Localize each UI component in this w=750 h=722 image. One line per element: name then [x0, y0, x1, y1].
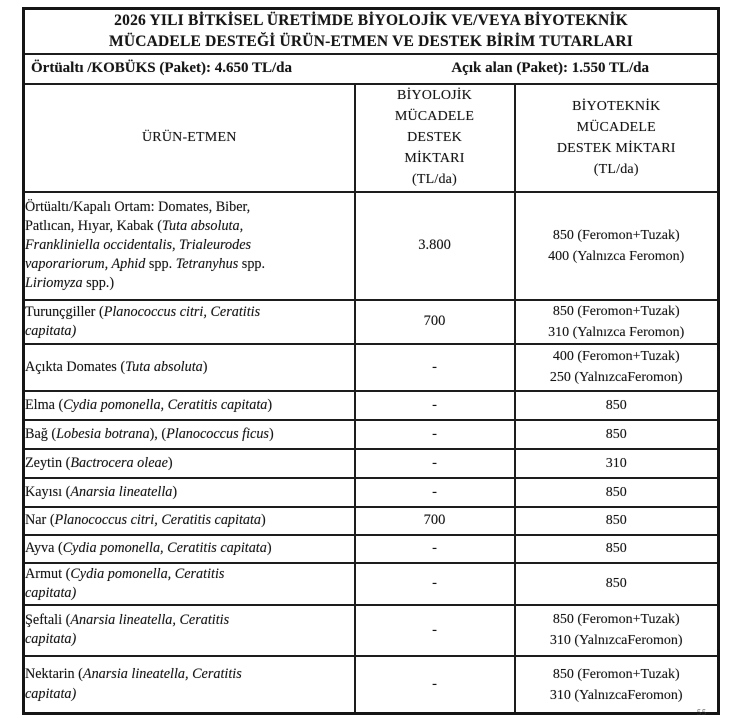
bio-column-header	[355, 84, 515, 192]
amount-line: 400 (Feromon+Tuzak)	[552, 349, 680, 365]
header-line: DESTEK	[407, 130, 462, 146]
bio-amount-cell: -	[355, 563, 515, 605]
product-name-text: )	[172, 483, 178, 500]
bio-amount-cell: 700	[355, 507, 515, 535]
table-row	[24, 391, 719, 420]
product-name-text: Kayısı (	[25, 483, 71, 500]
amount-line: 850	[605, 513, 627, 529]
product-name-text: Elma (	[25, 396, 64, 413]
product-name-text: )	[202, 358, 208, 375]
amount-line: 310	[605, 455, 627, 471]
title-row	[24, 9, 719, 54]
header-line: BİYOTEKNİK	[572, 98, 661, 114]
amount-line: 850	[605, 576, 627, 592]
table-row	[24, 192, 719, 300]
bio-amount-cell: -	[355, 478, 515, 507]
scientific-name: Anarsia lineatella, Ceratitis	[70, 612, 230, 629]
amount-line: 850	[605, 426, 627, 442]
table-row	[24, 535, 719, 563]
scientific-name: capitata)	[25, 631, 77, 648]
product-name-text: spp.	[238, 256, 266, 273]
scientific-name: vaporariorum,	[25, 256, 112, 273]
product-name-text: )	[267, 396, 273, 413]
title-line-2: MÜCADELE DESTEĞİ ÜRÜN-ETMEN VE DESTEK BİRİM TUTARLARI	[109, 33, 633, 51]
bio-amount-cell: 700	[355, 300, 515, 344]
bio-amount-cell: -	[355, 391, 515, 420]
amount-line: 400 (Yalnızca Feromon)	[548, 248, 685, 264]
amount-line: 850 (Feromon+Tuzak)	[552, 666, 680, 682]
product-name-text: Patlıcan, Hıyar, Kabak (	[25, 218, 162, 235]
amount-line: 850 (Feromon+Tuzak)	[552, 612, 680, 628]
column-header-row	[24, 84, 719, 192]
scientific-name: Planococcus citri, Ceratitis	[103, 303, 261, 320]
product-cell	[24, 192, 355, 300]
biotek-amount-cell	[515, 535, 719, 563]
scientific-name: Cydia pomonella, Ceratitis capitata	[62, 540, 267, 557]
title-line-1: 2026 YILI BİTKİSEL ÜRETİMDE BİYOLOJİK VE/VEYA BİYOTEKNİK	[114, 12, 628, 29]
scientific-name: capitata)	[25, 322, 77, 339]
scientific-name: Cydia pomonella, Ceratitis	[70, 565, 225, 582]
amount-line: 850	[605, 484, 627, 500]
product-cell	[24, 420, 355, 449]
bio-amount-cell: -	[355, 535, 515, 563]
product-cell	[24, 478, 355, 507]
product-table-body	[24, 192, 719, 714]
biotek-amount-cell	[515, 420, 719, 449]
product-cell	[24, 656, 355, 714]
bio-amount-cell: -	[355, 605, 515, 656]
product-name-text: Bağ (	[25, 425, 57, 442]
table-row	[24, 300, 719, 344]
product-name-text: Armut (	[25, 565, 71, 582]
product-name-text: )	[261, 512, 266, 529]
scientific-name: Anarsia lineatella	[70, 483, 173, 500]
table-row	[24, 449, 719, 478]
biotek-amount-cell	[515, 300, 719, 344]
product-cell	[24, 300, 355, 344]
product-name-text: Açıkta Domates (	[25, 358, 126, 375]
table-row	[24, 656, 719, 714]
scientific-name: Planococcus citri, Ceratitis capitata	[54, 512, 262, 529]
bio-amount-cell: 3.800	[355, 192, 515, 300]
scientific-name: Aphid	[111, 256, 146, 273]
product-cell	[24, 344, 355, 391]
header-line: MÜCADELE	[394, 109, 475, 125]
biotek-amount-cell	[515, 507, 719, 535]
bio-amount-cell: -	[355, 344, 515, 391]
product-name-text: Zeytin (	[25, 454, 71, 471]
table-row	[24, 344, 719, 391]
product-cell	[24, 449, 355, 478]
scientific-name: Cydia pomonella, Ceratitis capitata	[63, 396, 268, 413]
product-name-text: )	[167, 454, 173, 471]
scientific-name: Tuta absoluta,	[161, 218, 244, 235]
product-name-text: )	[268, 425, 274, 442]
amount-line: 310 (Yalnızca Feromon)	[548, 324, 685, 340]
amount-line: 310 (YalnızcaFeromon)	[549, 633, 683, 649]
amount-line: 310 (YalnızcaFeromon)	[549, 687, 683, 703]
biotek-amount-cell	[515, 563, 719, 605]
product-name-text: ), (	[149, 425, 167, 442]
biotek-amount-cell	[515, 478, 719, 507]
scientific-name: Frankliniella occidentalis, Trialeurodes	[25, 237, 252, 254]
scientific-name: Liriomyza	[25, 275, 83, 292]
product-name-text: spp.)	[82, 275, 115, 292]
scientific-name: Bactrocera oleae	[70, 454, 168, 471]
package-rates-cell	[24, 54, 719, 84]
biotek-amount-cell	[515, 192, 719, 300]
package-rates-row	[24, 54, 719, 84]
product-name-text: Şeftali (	[25, 612, 71, 629]
product-cell	[24, 535, 355, 563]
amount-line: 850	[605, 397, 627, 413]
header-line: (TL/da)	[412, 172, 457, 188]
page-number: 55	[697, 708, 707, 717]
product-cell	[24, 563, 355, 605]
scientific-name: Tetranyhus	[175, 256, 239, 273]
scientific-name: Tuta absoluta	[125, 358, 203, 375]
amount-line: 250 (YalnızcaFeromon)	[549, 370, 683, 386]
table-row	[24, 507, 719, 535]
table-row	[24, 563, 719, 605]
bio-amount-cell: -	[355, 449, 515, 478]
product-name-text: Örtüaltı/Kapalı Ortam: Domates, Biber,	[25, 199, 251, 216]
amount-line: 850 (Feromon+Tuzak)	[552, 227, 680, 243]
scientific-name: Lobesia botrana	[56, 425, 150, 442]
product-name-text: Turunçgiller (	[25, 303, 104, 320]
biotek-amount-cell	[515, 656, 719, 714]
scientific-name: Planococcus ficus	[166, 425, 269, 442]
amount-line: 850 (Feromon+Tuzak)	[552, 303, 680, 319]
header-line: DESTEK MİKTARI	[556, 140, 676, 156]
table-row	[24, 605, 719, 656]
biotek-amount-cell	[515, 391, 719, 420]
header-line: MÜCADELE	[576, 119, 656, 135]
header-line: BİYOLOJİK	[397, 88, 472, 104]
support-amounts-table	[22, 7, 720, 715]
product-cell	[24, 605, 355, 656]
product-cell	[24, 391, 355, 420]
header-line: (TL/da)	[593, 161, 639, 177]
biotek-amount-cell	[515, 449, 719, 478]
product-name-text: Ayva (	[25, 540, 63, 557]
product-name-text: Nar (	[25, 512, 55, 529]
product-cell	[24, 507, 355, 535]
product-name-text: spp.	[145, 256, 176, 273]
scientific-name: capitata)	[25, 584, 77, 601]
scientific-name: capitata)	[25, 685, 77, 702]
header-line: MİKTARI	[404, 151, 465, 167]
covered-area-rate: Örtüaltı /KOBÜKS (Paket): 4.650 TL/da	[31, 60, 292, 77]
document-title	[24, 9, 719, 54]
biotek-column-header	[515, 84, 719, 192]
product-name-text: Nektarin (	[25, 666, 83, 683]
open-field-rate: Açık alan (Paket): 1.550 TL/da	[451, 60, 649, 77]
table-row	[24, 420, 719, 449]
amount-line: 850	[605, 541, 627, 557]
bio-amount-cell: -	[355, 420, 515, 449]
scientific-name: Anarsia lineatella, Ceratitis	[82, 666, 242, 683]
biotek-amount-cell	[515, 344, 719, 391]
product-column-header: ÜRÜN-ETMEN	[24, 84, 355, 192]
bio-amount-cell: -	[355, 656, 515, 714]
product-name-text: )	[266, 540, 272, 557]
biotek-amount-cell	[515, 605, 719, 656]
table-row	[24, 478, 719, 507]
